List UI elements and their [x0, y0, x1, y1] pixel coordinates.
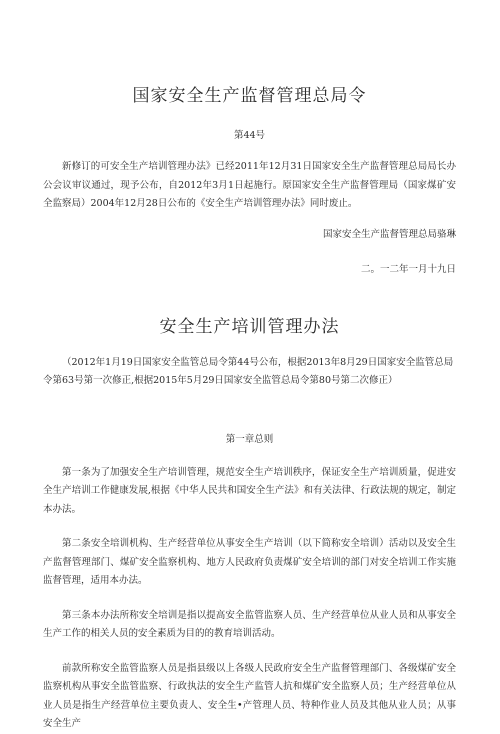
regulation-title: 安全生产培训管理办法	[159, 316, 340, 337]
order-signatory: 国家安全生产监督管理总局骆琳	[322, 228, 456, 240]
order-number: 第44号	[233, 130, 266, 141]
article-3: 第三条本办法所称安全培训是指以提高安全监管监察人员、生产经营单位从业人员和从事安全生产工作的相关人员的安全素质为目的的教育培训活动。	[43, 609, 456, 639]
chapter-title: 第一章总则	[225, 433, 274, 445]
order-body: 新修订的可安全生产培训管理办法》已经2011年12月31日国家安全生产监督管理总局局长办公会议审议通过，现予公布，自2012年3月1日起施行。原国家安全生产监督管理局（国家煤矿安全监察局）2004年12月28日公布的《安全生产培训管理办法》同时废止。	[43, 161, 456, 209]
order-date: 二。一二年一月十九日	[360, 263, 456, 275]
revision-note: （2012年1月19日国家安全监管总局令第44号公布，根据2013年8月29日国家安全监管总局令第63号第一次修正,根据2015年5月29日国家安全监管总局令第80号第二次修正）	[43, 356, 454, 386]
order-title: 国家安全生产监督管理总局令	[132, 86, 367, 106]
article-3-paragraph-2: 前款所称安全监管监察人员是指县级以上各级人民政府安全生产监督管理部门、各级煤矿安全监察机构从事安全监管监察、行政执法的安全生产监管人抗和煤矿安全监察人员；生产经营单位从业人员是指生产经营单位主要负责人、安全生•产管理人员、特种作业人员及其他从业人员；从事安全生产	[43, 662, 456, 729]
article-1: 第一条为了加强安全生产培训管理，规范安全生产培训秩序，保证安全生产培训质量，促进安全生产培训工作健康发展,根据《中华人民共和国安全生产法》和有关法律、行政法规的规定，制定本办法。	[43, 466, 456, 515]
article-2: 第二条安全培训机构、生产经营单位从事安全生产培训（以下简称安全培训）活动以及安全生产监督管理部门、煤矿安全监察机构、地方人民政府负责煤矿安全培训的部门对安全培训工作实施监督管理，适用本办法。	[43, 538, 456, 586]
